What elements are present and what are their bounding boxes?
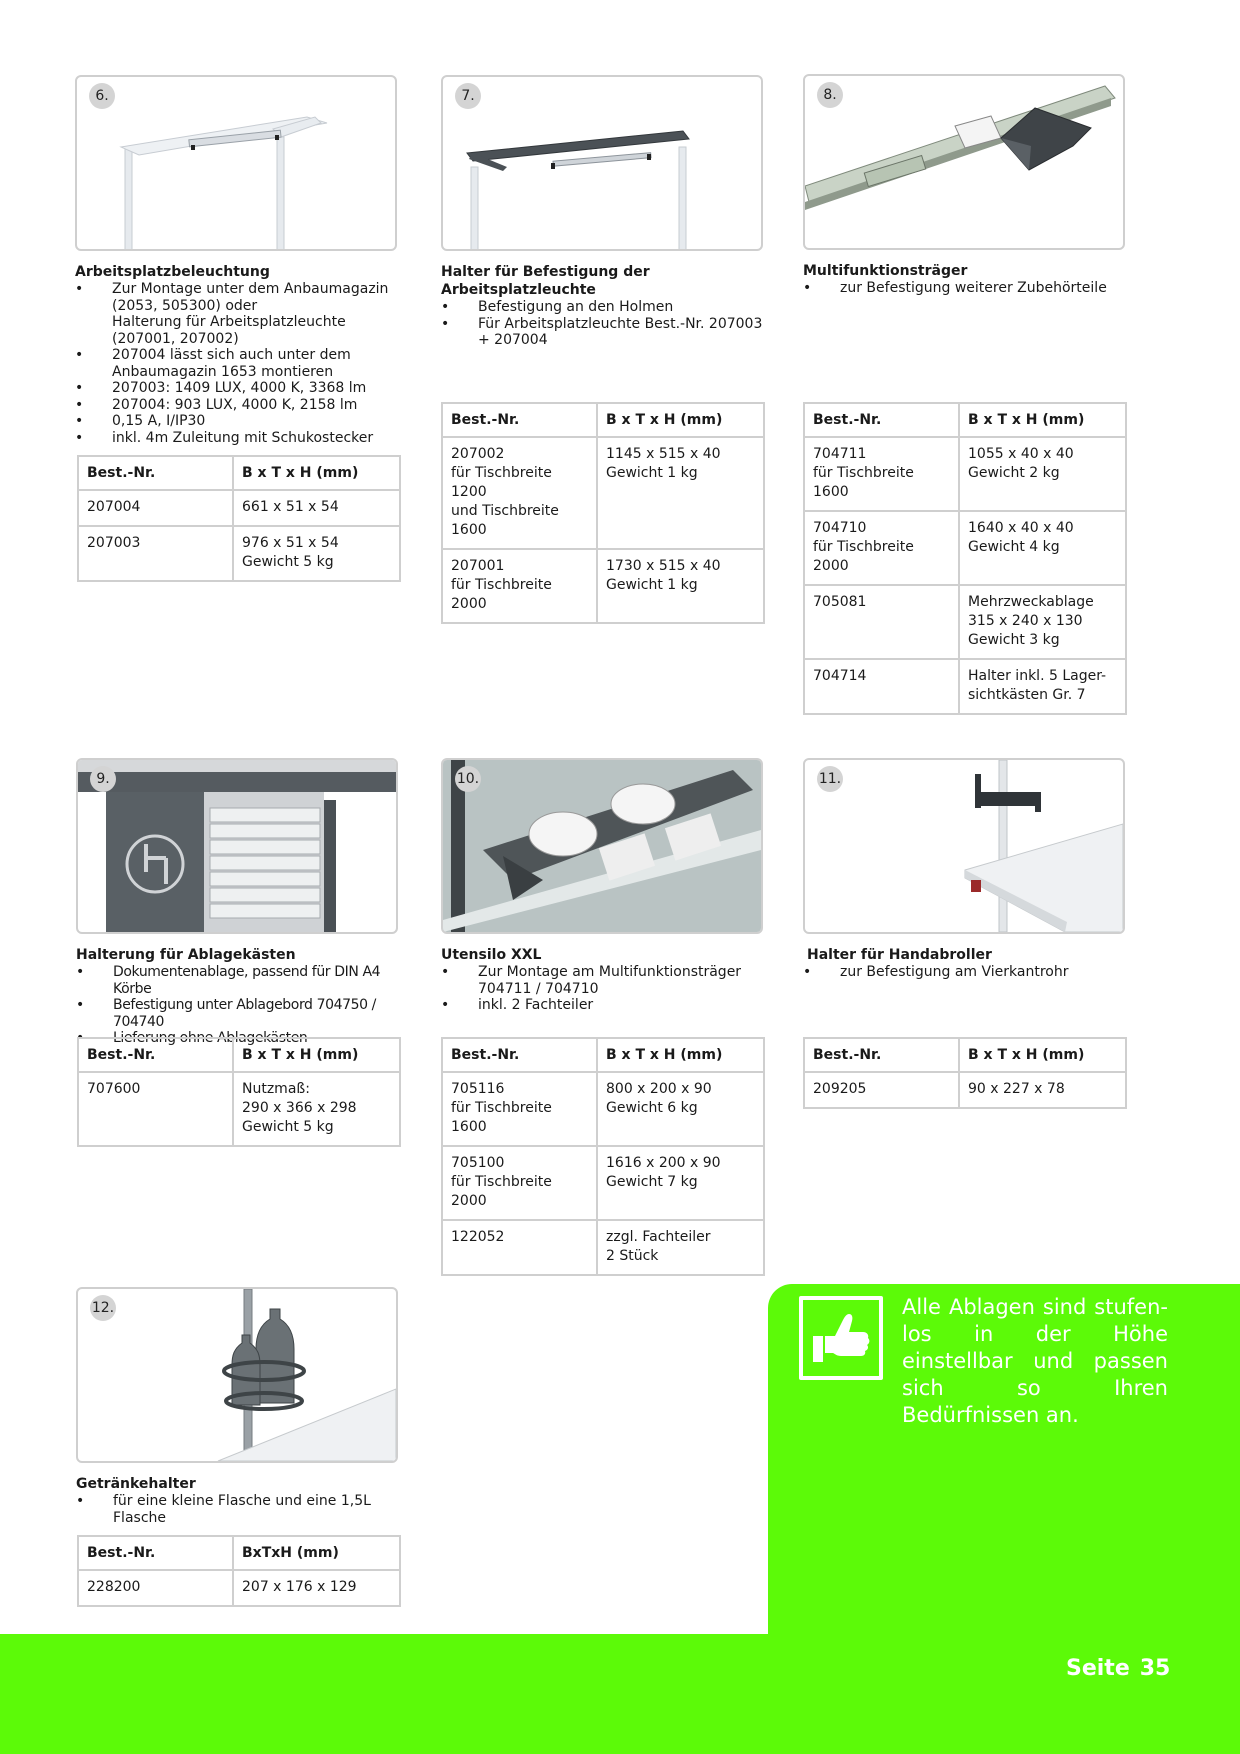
feature-item: • für eine kleine Flasche und eine 1,5L Flasche <box>76 1493 406 1526</box>
table-row <box>442 437 764 549</box>
feature-item: • inkl. 2 Fachteiler <box>441 997 771 1014</box>
table-row <box>804 659 1126 714</box>
table-row <box>78 490 400 526</box>
column-header-order-number: Best.-Nr. <box>442 403 597 437</box>
column-header-order-number: Best.-Nr. <box>78 1038 233 1072</box>
order-number-cell: 705081 <box>804 585 959 659</box>
dimensions-cell: 976 x 51 x 54 Gewicht 5 kg <box>233 526 400 581</box>
order-number-cell: 228200 <box>78 1570 233 1606</box>
feature-item: • Befestigung an den Holmen <box>441 299 771 316</box>
workplace-light-illustration <box>77 77 395 249</box>
product-title: Arbeitsplatzbeleuchtung <box>75 264 270 280</box>
dimensions-cell: Mehrzweckablage 315 x 240 x 130 Gewicht 3 kg <box>959 585 1126 659</box>
table-header-row <box>78 456 400 490</box>
info-text: Alle Ablagen sind stufen-los in der Höhe einstellbar und passen sich so Ihren Bedürfnissen an. <box>902 1295 1168 1427</box>
column-header-dimensions: B x T x H (mm) <box>233 456 400 490</box>
column-header-dimensions: B x T x H (mm) <box>597 403 764 437</box>
product-title: Getränkehalter <box>76 1476 196 1492</box>
table-row <box>442 1146 764 1220</box>
table-row <box>804 585 1126 659</box>
column-header-dimensions: B x T x H (mm) <box>959 403 1126 437</box>
product-title: Halter für Befestigung der Arbeitsplatzleuchte <box>441 264 650 298</box>
spec-table-10 <box>441 1037 765 1276</box>
order-number-cell: 704710 für Tischbreite 2000 <box>804 511 959 585</box>
table-row <box>442 1072 764 1146</box>
dimensions-cell: 207 x 176 x 129 <box>233 1570 400 1606</box>
column-header-dimensions: BxTxH (mm) <box>233 1536 400 1570</box>
feature-item: • Befestigung unter Ablagebord 704750 / 704740 <box>76 997 406 1030</box>
feature-item: • Zur Montage unter dem Anbaumagazin (2053, 505300) oder Halterung für Arbeitsplatzleuchte (207001, 207002) <box>75 281 405 347</box>
dimensions-cell: zzgl. Fachteiler 2 Stück <box>597 1220 764 1275</box>
order-number-cell: 207001 für Tischbreite 2000 <box>442 549 597 623</box>
spec-table-12 <box>77 1535 401 1607</box>
dimensions-cell: 1730 x 515 x 40 Gewicht 1 kg <box>597 549 764 623</box>
product-feature-list <box>75 281 405 446</box>
product-feature-list <box>76 1493 406 1526</box>
table-row <box>442 1220 764 1275</box>
dimensions-cell: 1145 x 515 x 40 Gewicht 1 kg <box>597 437 764 549</box>
product-card-12 <box>76 1287 478 1526</box>
column-header-order-number: Best.-Nr. <box>804 1038 959 1072</box>
product-title: Halterung für Ablagekästen <box>76 947 296 963</box>
table-row <box>78 1570 400 1606</box>
product-photo-multifunction-carrier <box>803 74 1125 250</box>
bottle-holder-illustration <box>78 1289 396 1461</box>
feature-item: • inkl. 4m Zuleitung mit Schukostecker <box>75 430 405 447</box>
product-photo-utensilo-xxl <box>441 758 763 934</box>
table-row <box>804 437 1126 511</box>
spec-table-8 <box>803 402 1127 715</box>
table-row <box>442 549 764 623</box>
order-number-cell: 704714 <box>804 659 959 714</box>
table-row <box>78 1072 400 1146</box>
feature-item: • 207004 lässt sich auch unter dem Anbaumagazin 1653 montieren <box>75 347 405 380</box>
table-header-row <box>804 1038 1126 1072</box>
feature-item: • Zur Montage am Multifunktionsträger 704711 / 704710 <box>441 964 771 997</box>
page-number <box>1066 1656 1170 1681</box>
table-header-row <box>78 1038 400 1072</box>
dimensions-cell: Nutzmaß: 290 x 366 x 298 Gewicht 5 kg <box>233 1072 400 1146</box>
product-photo-bottle-holder <box>76 1287 398 1463</box>
light-holder-illustration <box>443 77 761 249</box>
column-header-dimensions: B x T x H (mm) <box>597 1038 764 1072</box>
product-title: Multifunktionsträger <box>803 263 968 279</box>
table-header-row <box>442 1038 764 1072</box>
spec-table-9 <box>77 1037 401 1147</box>
product-photo-workplace-light <box>75 75 397 251</box>
product-feature-list <box>441 964 771 1014</box>
product-title: Halter für Handabroller <box>807 947 992 963</box>
product-number: 11. <box>817 766 843 792</box>
spec-table-6 <box>77 455 401 582</box>
column-header-dimensions: B x T x H (mm) <box>959 1038 1126 1072</box>
spec-table-7 <box>441 402 765 624</box>
product-number: 12. <box>90 1295 116 1321</box>
spec-table-11 <box>803 1037 1127 1109</box>
feature-item: • 207003: 1409 LUX, 4000 K, 3368 lm <box>75 380 405 397</box>
order-number-cell: 705100 für Tischbreite 2000 <box>442 1146 597 1220</box>
order-number-cell: 704711 für Tischbreite 1600 <box>804 437 959 511</box>
utensilo-illustration <box>443 760 761 932</box>
column-header-order-number: Best.-Nr. <box>78 456 233 490</box>
table-row <box>78 526 400 581</box>
order-number-cell: 122052 <box>442 1220 597 1275</box>
dimensions-cell: 1616 x 200 x 90 Gewicht 7 kg <box>597 1146 764 1220</box>
dimensions-cell: 90 x 227 x 78 <box>959 1072 1126 1108</box>
product-card-8 <box>803 74 1205 297</box>
order-number-cell: 705116 für Tischbreite 1600 <box>442 1072 597 1146</box>
tray-holder-illustration <box>78 760 396 932</box>
product-feature-list <box>441 299 771 349</box>
product-feature-list <box>76 964 406 1047</box>
page-value: 35 <box>1139 1656 1171 1681</box>
dimensions-cell: 800 x 200 x 90 Gewicht 6 kg <box>597 1072 764 1146</box>
table-row <box>804 1072 1126 1108</box>
footer-band <box>0 1634 1240 1754</box>
product-number: 8. <box>817 82 843 108</box>
table-header-row <box>804 403 1126 437</box>
feature-item: • zur Befestigung weiterer Zubehörteile <box>803 280 1133 297</box>
table-row <box>804 511 1126 585</box>
column-header-order-number: Best.-Nr. <box>442 1038 597 1072</box>
product-title: Utensilo XXL <box>441 947 542 963</box>
thumbs-up-icon <box>799 1296 883 1380</box>
product-card-10 <box>441 758 843 1014</box>
dimensions-cell: 1640 x 40 x 40 Gewicht 4 kg <box>959 511 1126 585</box>
product-card-9 <box>76 758 478 1047</box>
order-number-cell: 207002 für Tischbreite 1200 und Tischbreite 1600 <box>442 437 597 549</box>
column-header-order-number: Best.-Nr. <box>78 1536 233 1570</box>
feature-item: • 207004: 903 LUX, 4000 K, 2158 lm <box>75 397 405 414</box>
tape-holder-illustration <box>805 760 1123 932</box>
order-number-cell: 207004 <box>78 490 233 526</box>
feature-item: • 0,15 A, I/IP30 <box>75 413 405 430</box>
order-number-cell: 707600 <box>78 1072 233 1146</box>
product-card-7 <box>441 75 843 349</box>
product-feature-list <box>803 280 1133 297</box>
product-card-11 <box>803 758 1205 981</box>
product-feature-list <box>803 964 1133 981</box>
feature-item: • Lieferung ohne Ablagekästen <box>76 1030 406 1047</box>
feature-item: • zur Befestigung am Vierkantrohr <box>803 964 1133 981</box>
product-number: 6. <box>89 83 115 109</box>
product-number: 10. <box>455 766 481 792</box>
product-number: 9. <box>90 766 116 792</box>
product-photo-tape-dispenser-holder <box>803 758 1125 934</box>
feature-item: • Für Arbeitsplatzleuchte Best.-Nr. 207003 + 207004 <box>441 316 771 349</box>
product-photo-tray-holder <box>76 758 398 934</box>
dimensions-cell: 1055 x 40 x 40 Gewicht 2 kg <box>959 437 1126 511</box>
feature-item: • Dokumentenablage, passend für DIN A4 Körbe <box>76 964 406 997</box>
order-number-cell: 209205 <box>804 1072 959 1108</box>
table-header-row <box>78 1536 400 1570</box>
column-header-order-number: Best.-Nr. <box>804 403 959 437</box>
product-photo-light-holder <box>441 75 763 251</box>
order-number-cell: 207003 <box>78 526 233 581</box>
product-card-6 <box>75 75 477 446</box>
product-number: 7. <box>455 83 481 109</box>
table-header-row <box>442 403 764 437</box>
column-header-dimensions: B x T x H (mm) <box>233 1038 400 1072</box>
page-label: Seite <box>1066 1656 1130 1681</box>
dimensions-cell: 661 x 51 x 54 <box>233 490 400 526</box>
dimensions-cell: Halter inkl. 5 Lager- sichtkästen Gr. 7 <box>959 659 1126 714</box>
multifunction-carrier-illustration <box>805 76 1123 248</box>
